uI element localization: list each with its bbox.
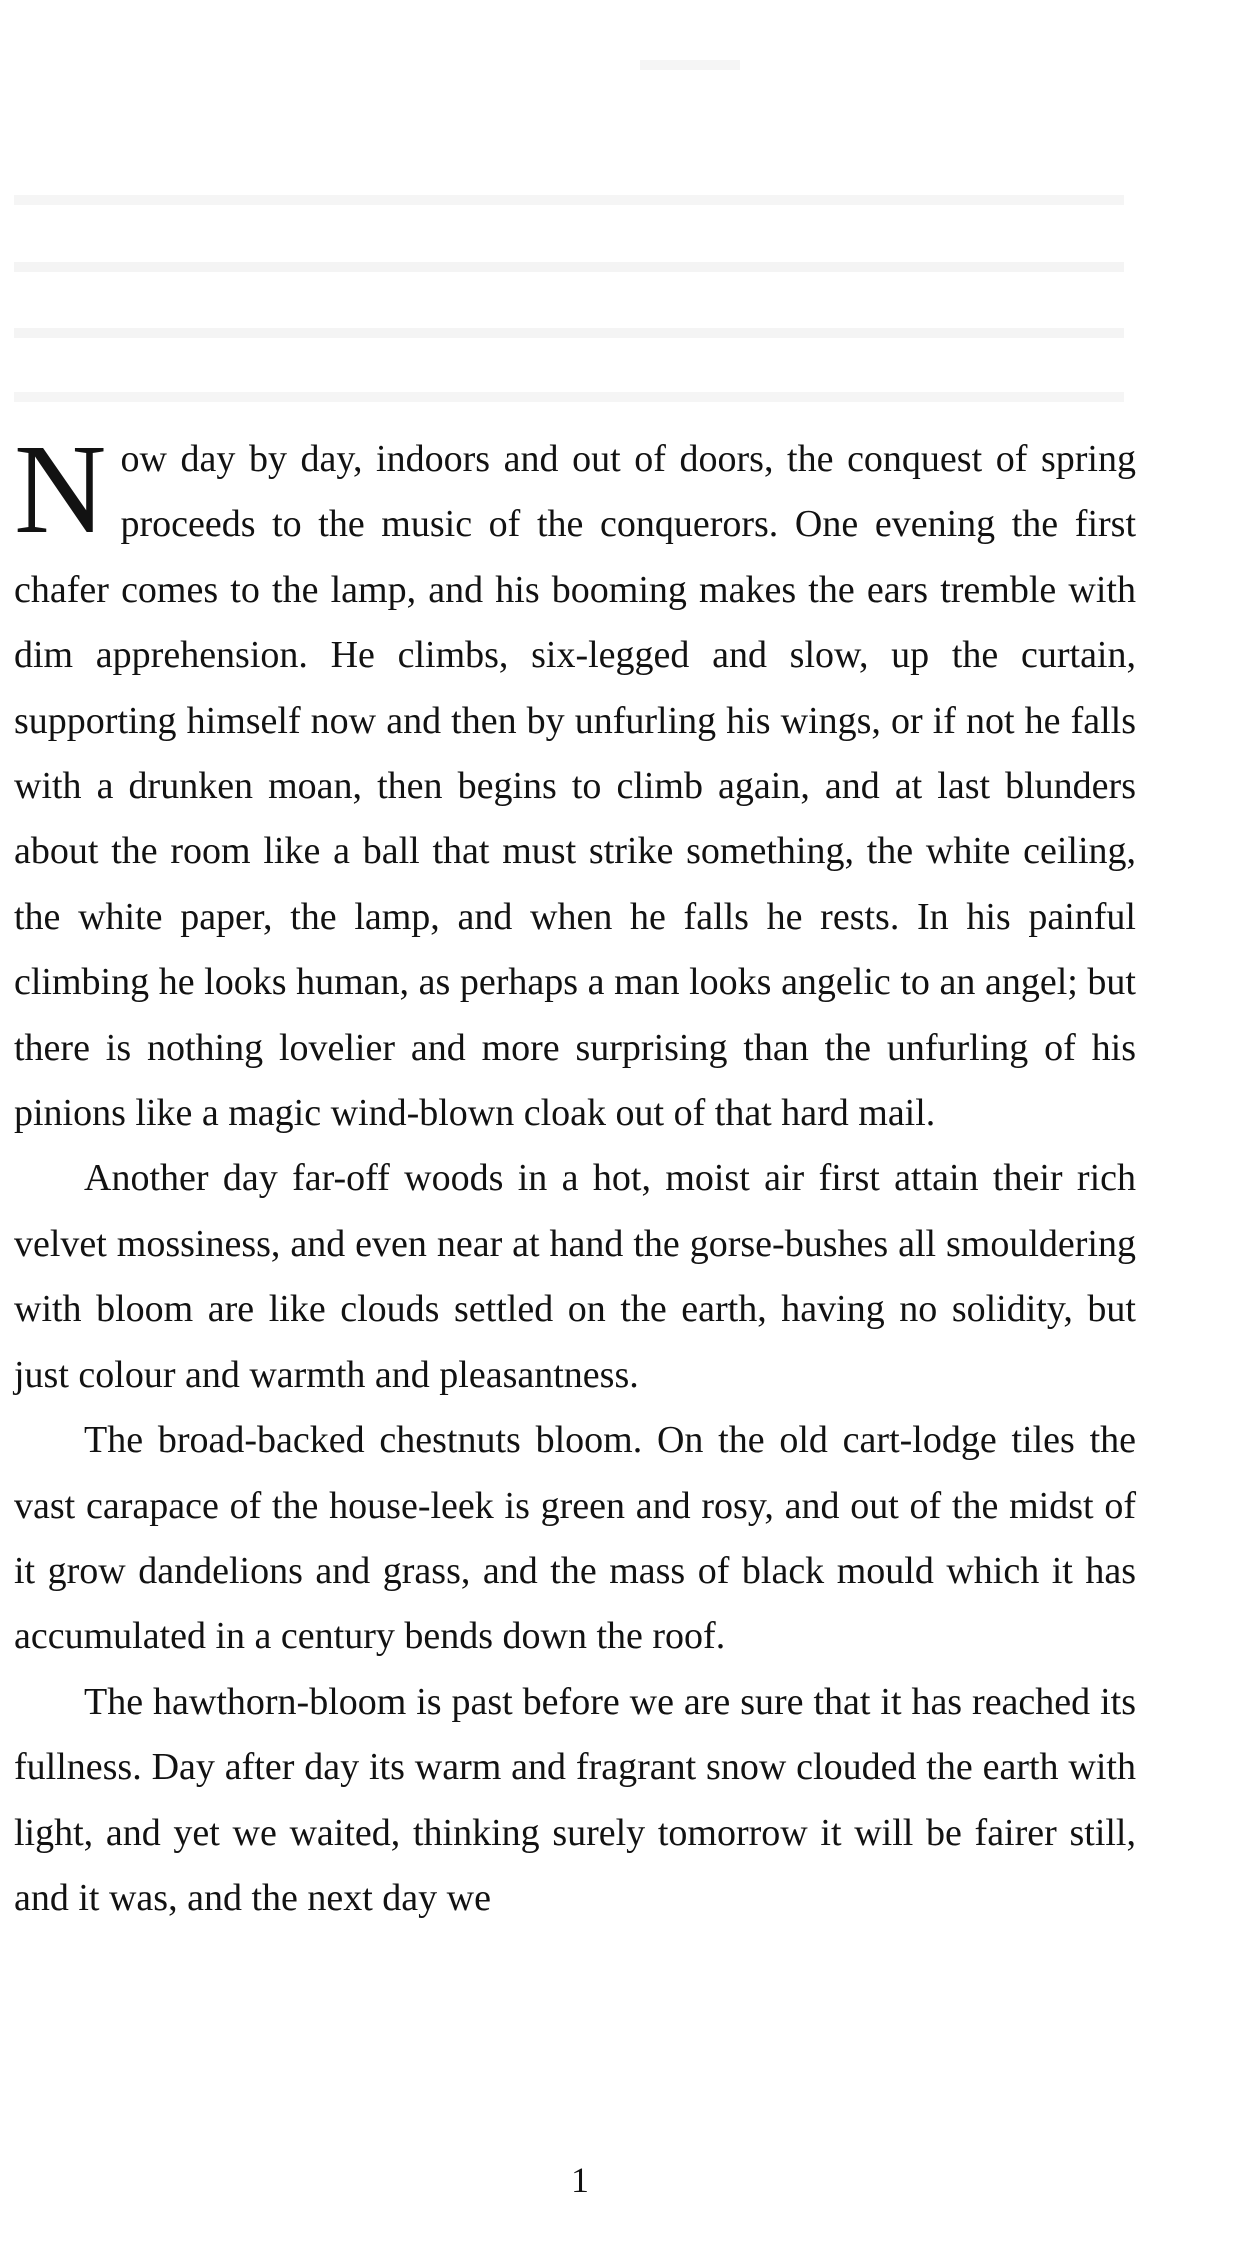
drop-cap: N bbox=[14, 418, 107, 560]
paragraph-1 bbox=[14, 418, 1136, 1146]
paragraph-1-text: ow day by day, indoors and out of doors, the conquest of spring proceeds to the music of the conquerors. One evening the first chafer comes to the lamp, and his booming makes the ears tremble with dim apprehension. He climbs, six-legged and slow, up the curtain, supporting himself now and then by unfurling his wings, or if not he falls with a drunken moan, then begins to climb again, and at last blunders about the room like a ball that must strike something, the white ceiling, the white paper, the lamp, and when he falls he rests. In his painful climbing he looks human, as perhaps a man looks angelic to an angel; but there is nothing lovelier and more surprising than the unfurling of his pinions like a magic wind-blown cloak out of that hard mail. bbox=[14, 438, 1136, 1135]
show-through-texture bbox=[0, 0, 1248, 420]
paragraph-4: The hawthorn-bloom is past before we are sure that it has reached its fullness. Day after day its warm and fragrant snow clouded the earth with light, and yet we waited, thinking surely tomorrow it will be fairer still, and it was, and the next day we bbox=[14, 1680, 1136, 1919]
body-text bbox=[14, 418, 1136, 1931]
paragraph-3: The broad-backed chestnuts bloom. On the old cart-lodge tiles the vast carapace of the house-leek is green and rosy, and out of the midst of it grow dandelions and grass, and the mass of black mould which it has accumulated in a century bends down the roof. bbox=[14, 1419, 1136, 1658]
paragraph-2: Another day far-off woods in a hot, moist air first attain their rich velvet mossiness, and even near at hand the gorse-bushes all smouldering with bloom are like clouds settled on the earth, having no solidity, but just colour and warmth and pleasantness. bbox=[14, 1157, 1136, 1396]
page-number: 1 bbox=[571, 2160, 589, 2200]
